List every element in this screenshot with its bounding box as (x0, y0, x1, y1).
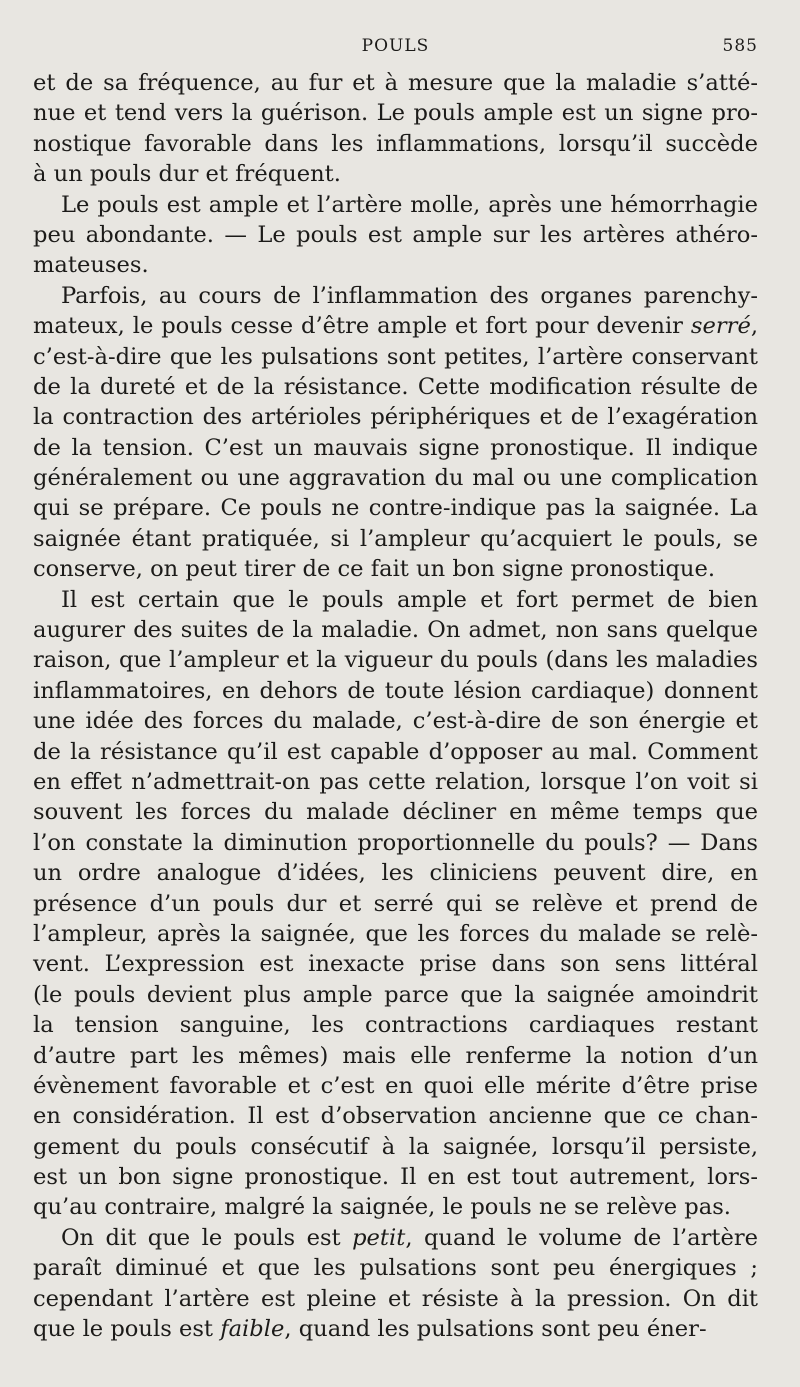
text-line: une idée des forces du malade, c’est-à-dire de son énergie et (33, 708, 758, 735)
text-line: que le pouls est faible, quand les pulsations sont peu éner- (33, 1316, 707, 1343)
text-line: conserve, on peut tirer de ce fait un bon signe pronostique. (33, 556, 716, 583)
text-line: nue et tend vers la guérison. Le pouls ample est un signe pro- (33, 100, 758, 127)
text-line: paraît diminué et que les pulsations sont peu énergiques ; (33, 1255, 758, 1282)
text-line: Parfois, au cours de l’inflammation des organes parenchy- (61, 282, 758, 309)
text-line: cependant l’artère est pleine et résiste à la pression. On dit (33, 1285, 758, 1312)
text-line: présence d’un pouls dur et serré qui se relève et prend de (33, 890, 758, 917)
text-line: de la tension. C’est un mauvais signe pronostique. Il indique (33, 434, 758, 461)
text-line: d’autre part les mêmes) mais elle renferme la notion d’un (33, 1042, 758, 1069)
page-number: 585 (722, 36, 758, 56)
text-line: raison, que l’ampleur et la vigueur du pouls (dans les maladies (33, 647, 758, 674)
running-head (33, 36, 758, 68)
text-line: et de sa fréquence, au fur et à mesure que la maladie s’atté- (33, 70, 758, 96)
text-line: en considération. Il est d’observation ancienne que ce chan- (33, 1103, 758, 1130)
text-line: l’on constate la diminution proportionnelle du pouls? — Dans (33, 829, 758, 856)
paragraph (33, 1223, 758, 1345)
text-line: peu abondante. — Le pouls est ample sur les artères athéro- (33, 221, 758, 248)
text-line: la tension sanguine, les contractions cardiaques restant (33, 1012, 758, 1039)
text-line: gement du pouls consécutif à la saignée, lorsqu’il persiste, (33, 1133, 758, 1160)
paragraph (33, 281, 758, 585)
text-line: de la résistance qu’il est capable d’opposer au mal. Comment (33, 738, 758, 765)
text-line: à un pouls dur et fréquent. (33, 161, 341, 188)
paragraph (33, 68, 758, 190)
text-line: généralement ou une aggravation du mal ou une complication (33, 465, 758, 492)
text-line: de la dureté et de la résistance. Cette modification résulte de (33, 373, 758, 400)
text-line: qu’au contraire, malgré la saignée, le pouls ne se relève pas. (33, 1194, 731, 1221)
text-line: souvent les forces du malade décliner en même temps que (33, 799, 758, 826)
text-line: l’ampleur, après la saignée, que les forces du malade se relè- (33, 920, 758, 947)
text-line: la contraction des artérioles périphériques et de l’exagération (33, 404, 758, 431)
text-line: Il est certain que le pouls ample et fort permet de bien (61, 586, 758, 613)
text-line: saignée étant pratiquée, si l’ampleur qu’acquiert le pouls, se (33, 525, 758, 552)
text-line: c’est-à-dire que les pulsations sont petites, l’artère conservant (33, 343, 758, 370)
text-line: qui se prépare. Ce pouls ne contre-indique pas la saignée. La (33, 495, 758, 522)
text-line: mateux, le pouls cesse d’être ample et fort pour devenir serré, (33, 313, 758, 340)
text-line: inflammatoires, en dehors de toute lésion cardiaque) donnent (33, 677, 758, 704)
body-text (33, 68, 758, 1344)
text-line: Le pouls est ample et l’artère molle, après une hémorrhagie (61, 191, 758, 218)
text-line: augurer des suites de la maladie. On admet, non sans quelque (33, 617, 758, 644)
text-line: en effet n’admettrait-on pas cette relation, lorsque l’on voit si (33, 768, 758, 795)
paragraph (33, 190, 758, 281)
text-line: (le pouls devient plus ample parce que la saignée amoindrit (33, 981, 758, 1008)
text-line: mateuses. (33, 252, 149, 279)
text-line: On dit que le pouls est petit, quand le volume de l’artère (61, 1224, 758, 1251)
text-line: évènement favorable et c’est en quoi elle mérite d’être prise (33, 1072, 758, 1099)
text-line: nostique favorable dans les inflammations, lorsqu’il succède (33, 130, 758, 157)
running-title: POULS (361, 36, 430, 56)
paragraph (33, 585, 758, 1223)
text-line: un ordre analogue d’idées, les cliniciens peuvent dire, en (33, 860, 758, 887)
text-line: est un bon signe pronostique. Il en est tout autrement, lors- (33, 1164, 758, 1191)
text-line: vent. L’expression est inexacte prise dans son sens littéral (33, 951, 758, 978)
